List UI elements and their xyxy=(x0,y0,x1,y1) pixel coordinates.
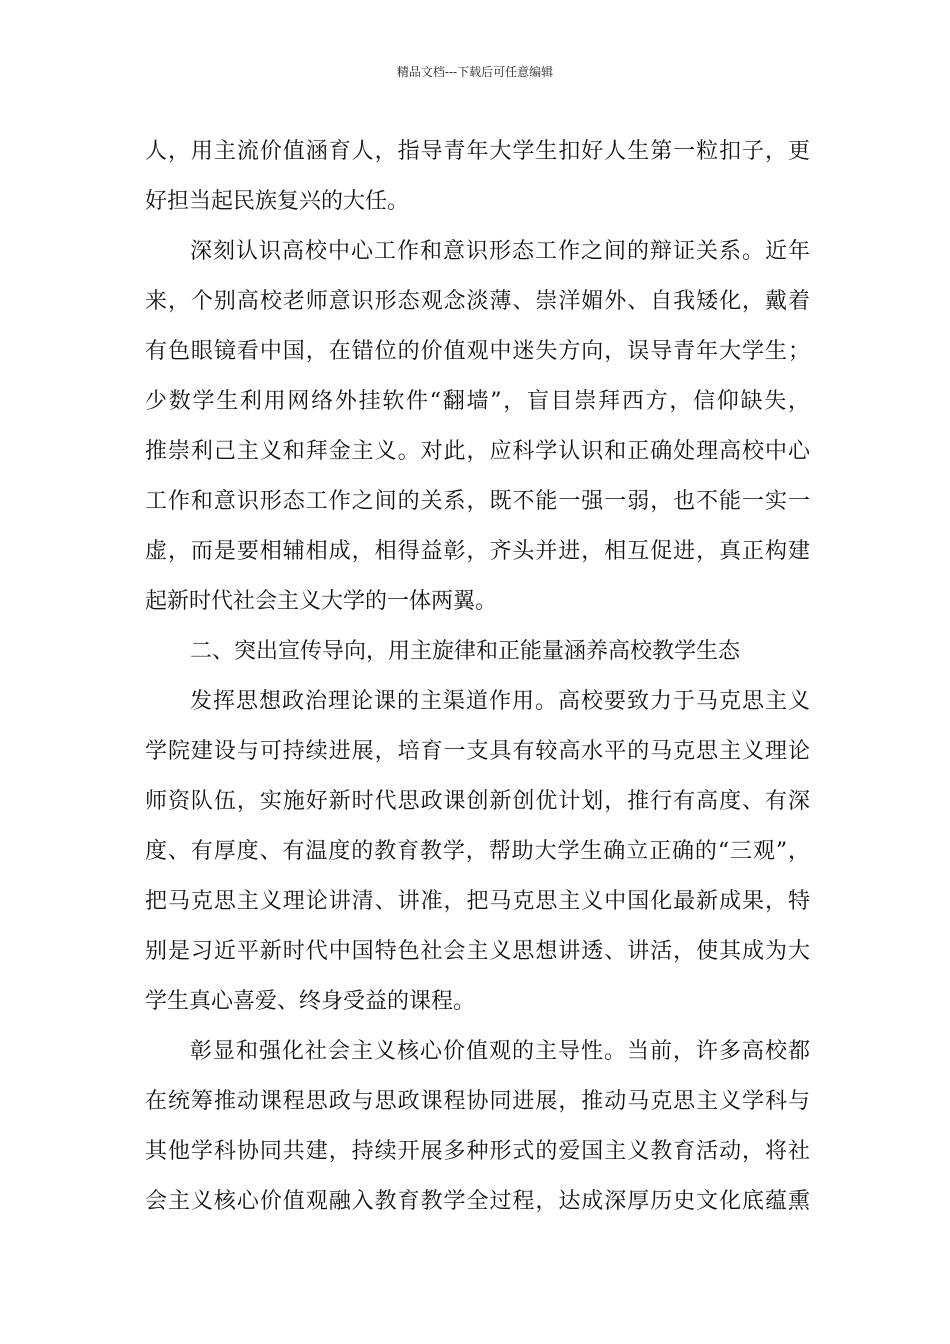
text-line: 会主义核心价值观融入教育教学全过程，达成深厚历史文化底蕴熏 xyxy=(145,1189,810,1214)
text-line: 好担当起民族复兴的大任。 xyxy=(145,189,410,214)
text-line: 起新时代社会主义大学的一体两翼。 xyxy=(145,589,498,614)
text-line: 别是习近平新时代中国特色社会主义思想讲透、讲活，使其成为大 xyxy=(145,939,810,964)
text-line: 少数学生利用网络外挂软件“翻墙”，盲目崇拜西方，信仰缺失， xyxy=(145,389,810,414)
text-line: 学院建设与可持续进展，培育一支具有较高水平的马克思主义理论 xyxy=(145,739,810,764)
page-header: 精品文档---下载后可任意编辑 xyxy=(396,65,554,79)
text-line: 有色眼镜看中国，在错位的价值观中迷失方向，误导青年大学生； xyxy=(145,339,810,364)
text-line: 深刻认识高校中心工作和意识形态工作之间的辩证关系。近年 xyxy=(190,239,810,264)
text-line: 二、突出宣传导向，用主旋律和正能量涵养高校教学生态 xyxy=(190,639,741,664)
text-line: 工作和意识形态工作之间的关系，既不能一强一弱，也不能一实一 xyxy=(145,489,810,514)
text-line: 其他学科协同共建，持续开展多种形式的爱国主义教育活动，将社 xyxy=(145,1139,810,1164)
text-line: 学生真心喜爱、终身受益的课程。 xyxy=(145,989,476,1014)
text-line: 人，用主流价值涵育人，指导青年大学生扣好人生第一粒扣子，更 xyxy=(145,139,810,164)
text-line: 在统筹推动课程思政与思政课程协同进展，推动马克思主义学科与 xyxy=(145,1089,810,1114)
text-line: 把马克思主义理论讲清、讲准，把马克思主义中国化最新成果，特 xyxy=(145,889,810,914)
text-line: 推崇利己主义和拜金主义。对此，应科学认识和正确处理高校中心 xyxy=(145,439,810,464)
text-line: 度、有厚度、有温度的教育教学，帮助大学生确立正确的“三观”， xyxy=(145,839,810,864)
text-line: 发挥思想政治理论课的主渠道作用。高校要致力于马克思主义 xyxy=(190,689,810,714)
text-line: 彰显和强化社会主义核心价值观的主导性。当前，许多高校都 xyxy=(190,1039,810,1064)
text-line: 虚，而是要相辅相成，相得益彰，齐头并进，相互促进，真正构建 xyxy=(145,539,810,564)
document-body xyxy=(145,127,810,1227)
text-line: 来，个别高校老师意识形态观念淡薄、崇洋媚外、自我矮化，戴着 xyxy=(145,289,810,314)
text-line: 师资队伍，实施好新时代思政课创新创优计划，推行有高度、有深 xyxy=(145,789,810,814)
